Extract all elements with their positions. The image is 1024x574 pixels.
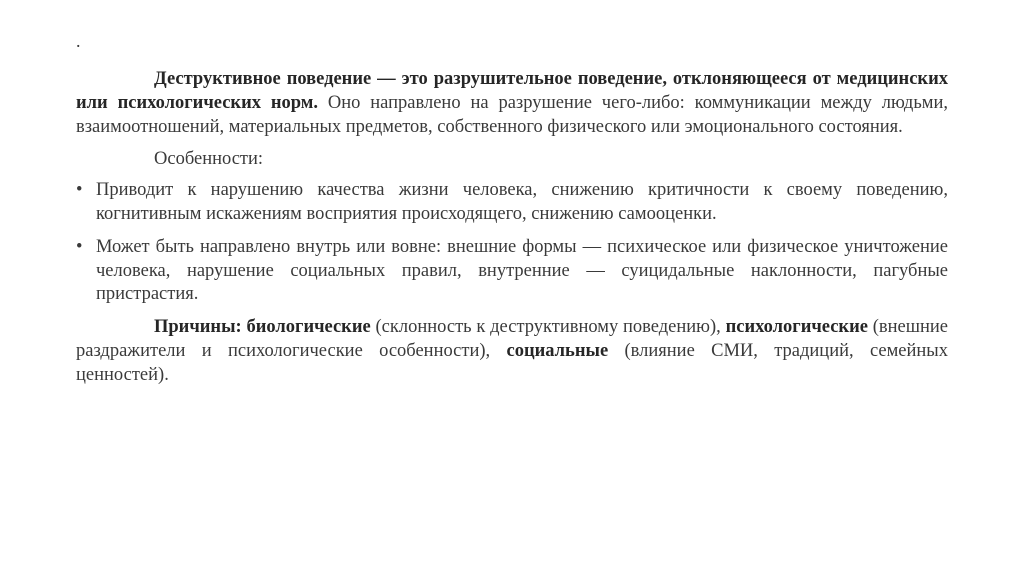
definition-rest: Оно направлено на разрушение чего-либо: коммуникации между людьми, взаимоотношений, материальных предметов, собственного физического или эмоционального состояния.: [76, 92, 948, 137]
bullet-text: Может быть направлено внутрь или вовне: внешние формы — психическое или физическое уничтожение человека, нарушение социальных правил, внутренние — суицидальные наклонности, пагубные пристрастия.: [96, 236, 948, 305]
bullet-icon: •: [76, 180, 83, 201]
features-heading: Особенности:: [154, 149, 264, 170]
reasons-label: Причины:: [154, 317, 242, 338]
reasons-bio-text: (склонность к деструктивному поведению),: [370, 317, 726, 338]
reasons-psy-text: (внешние раздражители и психологические особенности),: [76, 317, 949, 361]
reasons-bio-label: биологические: [246, 317, 371, 338]
list-item: [76, 179, 948, 227]
bullet-icon: •: [76, 236, 83, 257]
definition-paragraph: [76, 68, 948, 139]
slide-content: [76, 68, 948, 388]
reasons-psy-label: психологические: [725, 317, 868, 338]
dot-marker: .: [76, 31, 81, 51]
reasons-soc-label: социальные: [506, 340, 609, 361]
reasons-soc-text: (влияние СМИ, традиций, семейных ценностей).: [76, 340, 948, 385]
features-list: [76, 179, 948, 307]
bullet-text: Приводит к нарушению качества жизни человека, снижению критичности к своему поведению, когнитивным искажениям восприятия происходящего, снижению самооценки.: [96, 180, 948, 224]
list-item: [76, 236, 948, 307]
reasons-paragraph: [76, 316, 948, 387]
definition-bold: Деструктивное поведение — это разрушительное поведение, отклоняющееся от медицинских или психологических норм.: [76, 69, 948, 113]
